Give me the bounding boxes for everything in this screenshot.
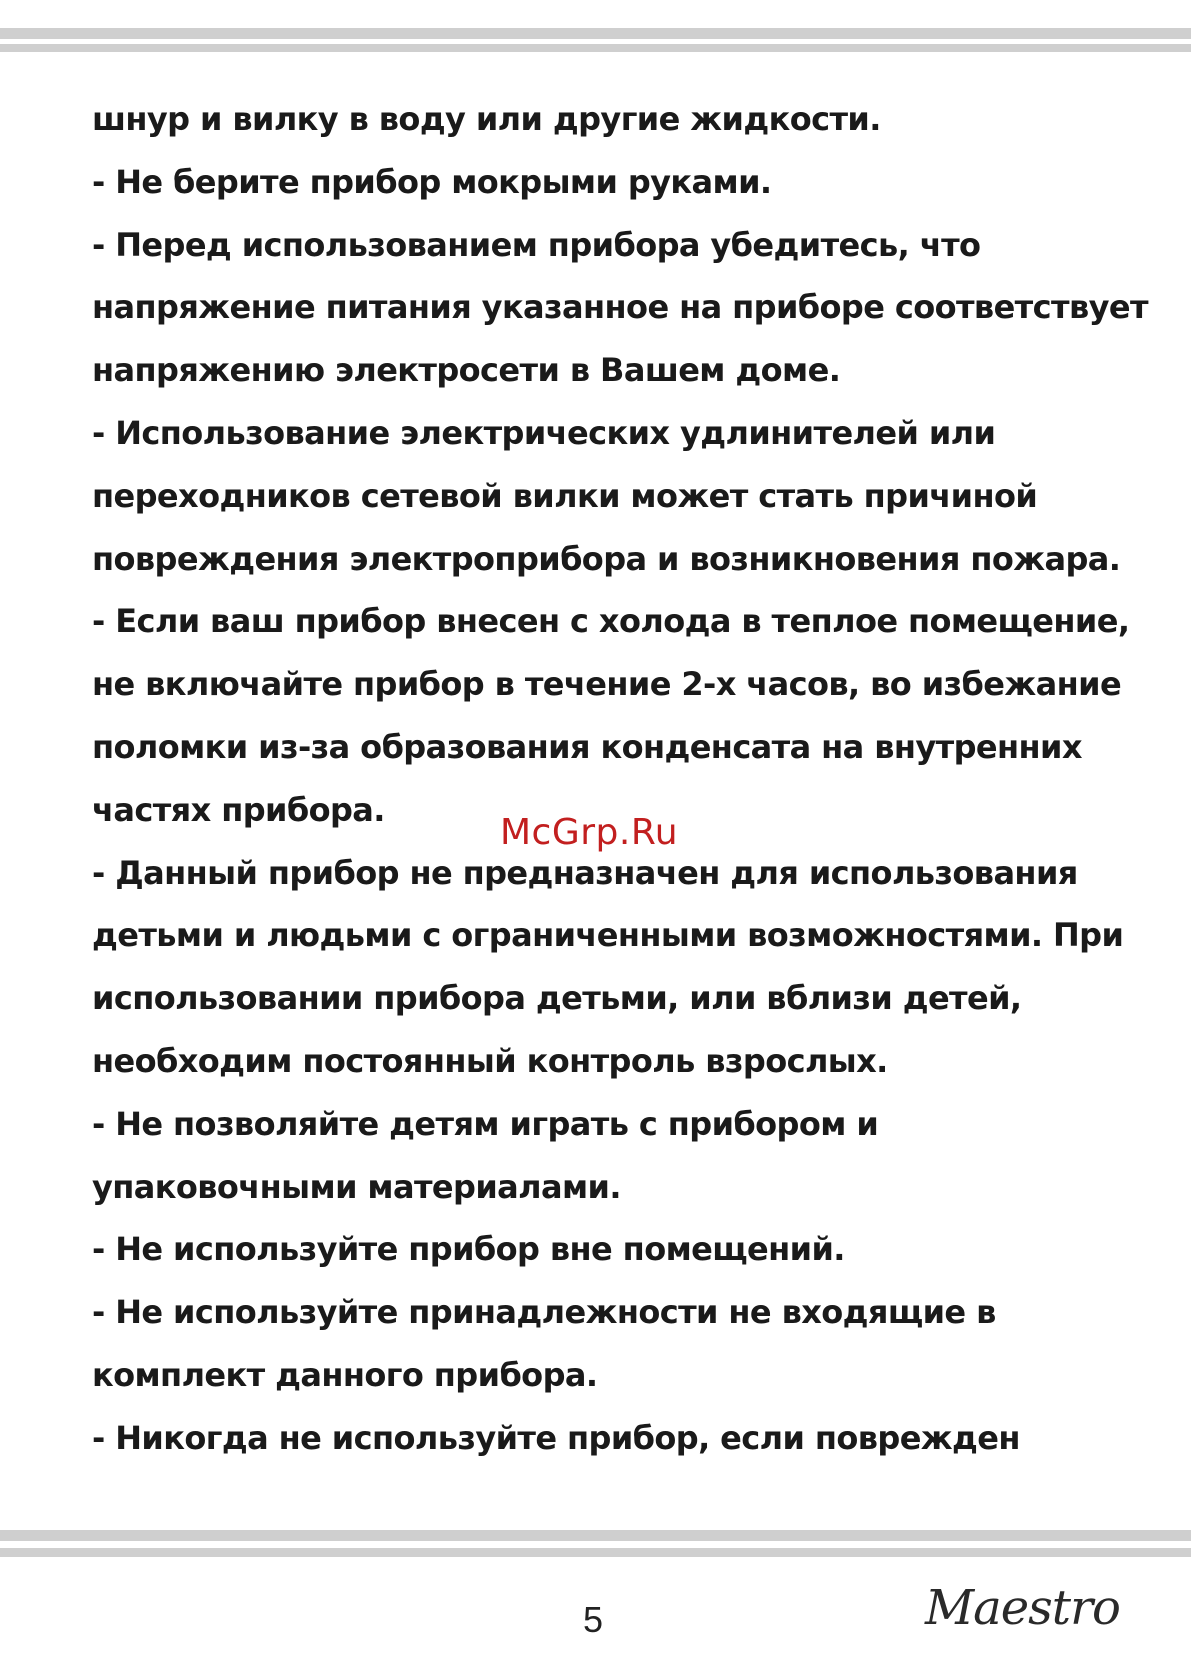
text-line: - Никогда не используйте прибор, если поврежден [92, 1418, 1020, 1457]
header-rule-thin [0, 44, 1191, 52]
text-line: напряжению электросети в Вашем доме. [92, 351, 841, 390]
text-line: - Не используйте принадлежности не входящие в [92, 1293, 996, 1332]
text-line: - Если ваш прибор внесен с холода в теплое помещение, [92, 602, 1130, 641]
text-line: переходников сетевой вилки может стать причиной [92, 476, 1038, 515]
page-number: 5 [583, 1599, 604, 1640]
header-rule-thick [0, 28, 1191, 39]
text-line: комплект данного прибора. [92, 1355, 598, 1394]
text-line: - Перед использованием прибора убедитесь, что [92, 225, 981, 264]
text-line: использовании прибора детьми, или вблизи детей, [92, 979, 1022, 1018]
footer-rule-thin [0, 1548, 1191, 1557]
text-line: - Данный прибор не предназначен для использования [92, 853, 1078, 892]
text-line: поломки из-за образования конденсата на внутренних [92, 727, 1082, 766]
watermark: McGrp.Ru [500, 812, 679, 853]
text-line: детьми и людьми с ограниченными возможностями. При [92, 916, 1124, 955]
brand-logo: Maestro [925, 1580, 1120, 1636]
text-line: упаковочными материалами. [92, 1167, 621, 1206]
text-line: необходим постоянный контроль взрослых. [92, 1041, 888, 1080]
text-line: - Использование электрических удлинителей или [92, 413, 996, 452]
footer-rule-thick [0, 1530, 1191, 1541]
text-line: напряжение питания указанное на приборе соответствует [92, 288, 1148, 327]
text-line: - Не позволяйте детям играть с прибором и [92, 1104, 879, 1143]
text-line: шнур и вилку в воду или другие жидкости. [92, 100, 881, 138]
text-line: не включайте прибор в течение 2-х часов, во избежание [92, 665, 1122, 704]
text-line: - Не берите прибор мокрыми руками. [92, 162, 772, 201]
instructions-text [92, 88, 1148, 1470]
text-line: повреждения электроприбора и возникновения пожара. [92, 539, 1121, 578]
text-line: частях прибора. [92, 790, 385, 829]
text-line: - Не используйте прибор вне помещений. [92, 1230, 845, 1269]
